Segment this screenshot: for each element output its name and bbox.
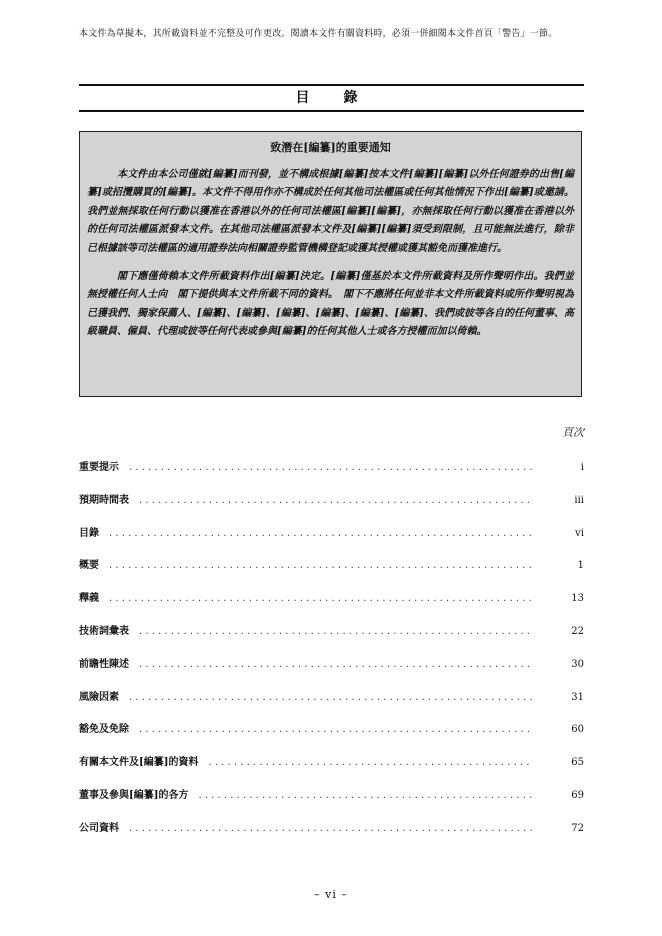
toc-entry-title: 公司資料 xyxy=(79,822,119,834)
toc-entry-page: 60 xyxy=(571,724,584,736)
toc-dot-leader xyxy=(208,757,532,768)
toc-entry-document-info[interactable] xyxy=(79,753,584,786)
toc-dot-leader xyxy=(139,626,532,637)
toc-entry-title: 有關本文件及[編纂]的資料 xyxy=(79,757,199,769)
important-notice-box xyxy=(79,131,582,397)
toc-entry-page: 1 xyxy=(577,560,584,572)
table-of-contents xyxy=(79,458,584,852)
toc-dot-leader xyxy=(129,462,532,473)
toc-dot-leader xyxy=(109,593,532,604)
toc-entry-page: 69 xyxy=(571,789,584,801)
toc-dot-leader xyxy=(139,724,532,735)
toc-entry-contents[interactable] xyxy=(79,524,584,557)
toc-entry-title: 目錄 xyxy=(79,527,99,539)
toc-entry-title: 釋義 xyxy=(79,593,99,605)
toc-entry-title: 預期時間表 xyxy=(79,494,129,506)
notice-paragraph-2: 閣下應僅倚賴本文件所載資料作出[編纂]決定。[編纂]僅基於本文件所載資料及所作聲明作出。我們並無授權任何人士向 閣下提供與本文件所載不同的資料。 閣下不應將任何並非本文件所載資料或所作聲明視為已獲我們、獨家保薦人、[編纂]、[編纂]、[編纂]、[編纂]、[編纂]、[編纂]、我們或彼等各自的任何董事、高級職員、僱員、代理或彼等任何代表或參與[編纂]的任何其他人士或各方授權而加以倚賴。 xyxy=(87,271,574,338)
toc-entry-corporate-info[interactable] xyxy=(79,819,584,852)
toc-entry-title: 風險因素 xyxy=(79,691,119,703)
toc-entry-page: 65 xyxy=(571,757,584,769)
toc-entry-page: 22 xyxy=(571,625,584,637)
toc-entry-waivers[interactable] xyxy=(79,720,584,753)
toc-entry-summary[interactable] xyxy=(79,556,584,589)
draft-warning-header: 本文件為草擬本，其所載資料並不完整及可作更改。閱讀本文件有關資料時，必須一併細閱本文件首頁「警告」一節。 xyxy=(79,29,558,39)
toc-dot-leader xyxy=(129,823,532,834)
toc-entry-important-notice[interactable] xyxy=(79,458,584,491)
toc-entry-definitions[interactable] xyxy=(79,589,584,622)
toc-entry-page: 72 xyxy=(571,822,584,834)
toc-entry-title: 豁免及免除 xyxy=(79,724,129,736)
toc-entry-page: 31 xyxy=(571,691,584,703)
toc-entry-title: 重要提示 xyxy=(79,462,119,473)
page-title: 目 錄 xyxy=(79,84,584,112)
toc-entry-directors-parties[interactable] xyxy=(79,786,584,819)
toc-entry-page: 30 xyxy=(571,658,584,670)
toc-dot-leader xyxy=(129,692,532,703)
toc-entry-title: 董事及參與[編纂]的各方 xyxy=(79,789,189,801)
toc-dot-leader xyxy=(109,560,532,571)
toc-dot-leader xyxy=(198,790,532,801)
page-column-label: 頁次 xyxy=(562,426,584,439)
toc-entry-forward-looking[interactable] xyxy=(79,655,584,688)
toc-dot-leader xyxy=(139,495,532,506)
toc-entry-title: 概要 xyxy=(79,560,99,572)
toc-entry-page: vi xyxy=(575,527,584,539)
toc-entry-risk-factors[interactable] xyxy=(79,688,584,721)
toc-dot-leader xyxy=(139,659,532,670)
toc-entry-page: 13 xyxy=(571,593,584,605)
page-number-footer: – vi – xyxy=(314,888,348,901)
toc-entry-title: 技術詞彙表 xyxy=(79,625,129,637)
notice-paragraph-1: 本文件由本公司僅就[編纂]而刊發，並不構成根據[編纂]按本文件[編纂][編纂]以外任何證券的出售[編纂]或招攬購買的[編纂]。本文件不得用作亦不構成於任何其他司法權區或任何其他情況下作出[編纂]或邀請。我們並無採取任何行動以獲准在香港以外的任何司法權區[編纂][編纂]，亦無採取任何行動以獲准在香港以外的任何司法權區派發本文件。在其他司法權區派發本文件及[編纂][編纂]須受到限制，且可能無法進行，除非已根據該等司法權區的適用證券法向相關證券監管機構登記或獲其授權或獲其豁免而獲准進行。 xyxy=(87,169,574,254)
toc-entry-expected-timetable[interactable] xyxy=(79,491,584,524)
toc-entry-page: iii xyxy=(574,494,584,506)
toc-entry-glossary[interactable] xyxy=(79,622,584,655)
notice-heading: 致潛在[編纂]的重要通知 xyxy=(270,141,391,154)
toc-entry-title: 前瞻性陳述 xyxy=(79,658,129,670)
toc-dot-leader xyxy=(109,528,532,539)
toc-entry-page: i xyxy=(580,462,584,473)
